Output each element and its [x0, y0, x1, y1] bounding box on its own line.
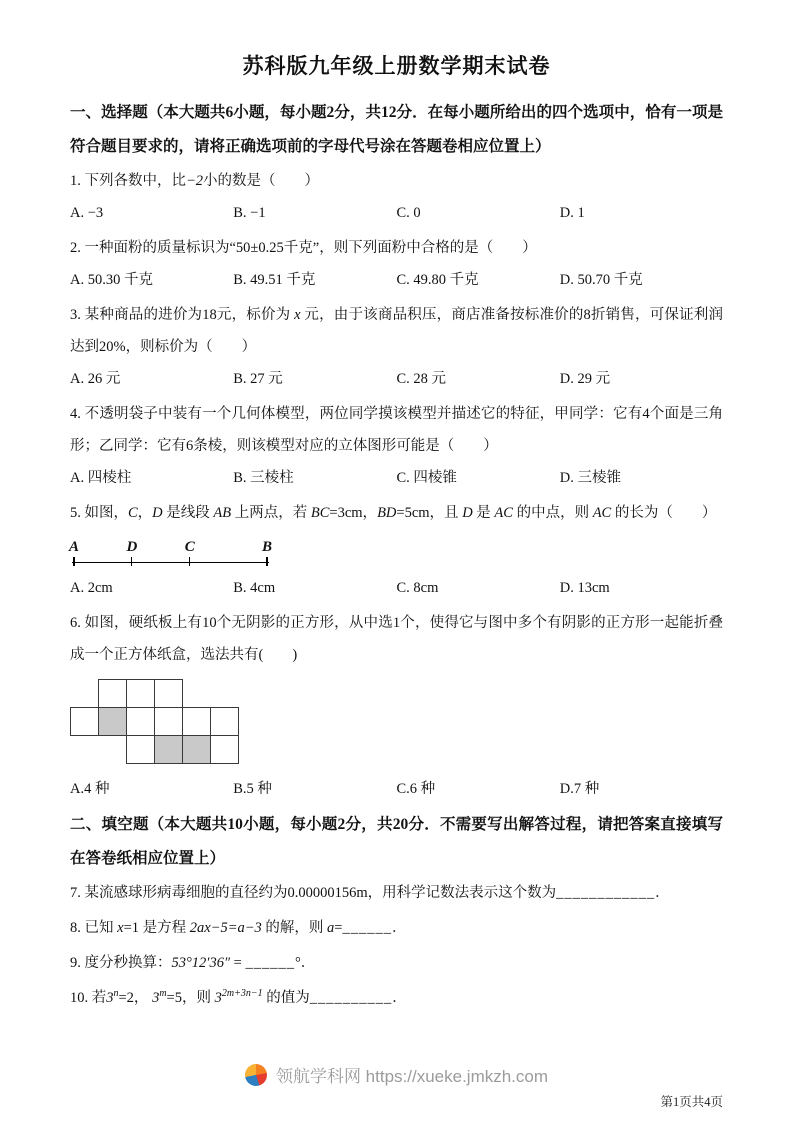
answer-blank: ______ [342, 920, 392, 936]
math-text: m [159, 988, 167, 1000]
question-6-stem [70, 607, 723, 671]
stem-text: =5cm，且 [396, 505, 463, 521]
segment-point-tick [266, 557, 268, 566]
question-1-option-b: B. −1 [233, 205, 266, 221]
question-3-stem [70, 299, 723, 363]
question-3-options [70, 363, 723, 395]
site-link[interactable]: 领航学科网 https://xueke.jmkzh.com [275, 1067, 549, 1086]
net-cell [126, 679, 155, 708]
question-6 [70, 607, 723, 805]
question-1-stem [70, 165, 723, 197]
question-5-option-d: D. 13cm [559, 580, 610, 596]
stem-text: 3. 某种商品的进价为18元，标价为 [70, 307, 295, 323]
math-text: 2m+3n−1 [221, 988, 263, 1000]
q5-figure [68, 532, 273, 570]
math-text: 3 [214, 990, 222, 1006]
stem-text: ． [391, 920, 407, 936]
stem-text: 7. 某流感球形病毒细胞的直径约为0.00000156m，用科学记数法表示这个数为 [70, 885, 557, 901]
math-text: 53°12′36″ [171, 955, 231, 971]
answer-blank: __________ [309, 990, 393, 1006]
segment-point-label: B [261, 539, 273, 555]
question-1-option-a: A. −3 [70, 205, 104, 221]
stem-text: ． [392, 990, 407, 1006]
net-cell [210, 735, 239, 764]
question-2 [70, 232, 723, 296]
question-6-option-d: D.7 种 [559, 781, 600, 797]
question-8-stem [70, 912, 723, 944]
answer-blank: ______ [245, 955, 295, 971]
net-cell [154, 679, 183, 708]
question-6-options [70, 773, 723, 805]
math-text: AB [213, 505, 232, 521]
question-8 [70, 912, 723, 944]
question-1-option-c: C. 0 [396, 205, 421, 221]
question-2-option-b: B. 49.51 千克 [233, 272, 316, 288]
math-text: AC [494, 505, 513, 521]
stem-text: 9. 度分秒换算： [70, 955, 172, 971]
stem-text: 上两点，若 [231, 505, 311, 521]
stem-text: = [230, 955, 246, 971]
segment-point-tick [131, 557, 133, 566]
question-4-option-b: B. 三棱柱 [233, 470, 294, 486]
question-5 [70, 497, 723, 604]
question-3-option-d: D. 29 元 [559, 371, 611, 387]
segment-point-label: C [184, 539, 195, 555]
stem-text: 6. 如图，硬纸板上有10个无阴影的正方形，从中选1个，使得它与图中多个有阴影的正方形一起能折叠成一个正方体纸盒，选法共有( ) [70, 615, 723, 663]
math-text: AC [592, 505, 612, 521]
stem-text: =2， [118, 990, 153, 1006]
question-4-options [70, 462, 723, 494]
net-cell [98, 679, 127, 708]
net-cell [126, 735, 155, 764]
stem-text: 的值为 [262, 990, 310, 1006]
stem-text: = [334, 920, 343, 936]
question-6-option-b: B.5 种 [233, 781, 272, 797]
site-logo-icon [245, 1064, 267, 1086]
question-7-stem [70, 877, 723, 909]
page-number: 第1页共4页 [660, 1095, 723, 1109]
stem-text: °． [294, 955, 316, 971]
stem-text: 的长为（ ） [611, 505, 717, 521]
section-1-header: 一、选择题（本大题共6小题，每小题2分，共12分．在每小题所给出的四个选项中，恰有一项是符合题目要求的，请将正确选项前的字母代号涂在答题卷相应位置上） [70, 104, 723, 155]
stem-text: ， [137, 505, 153, 521]
segment-point-label: A [68, 539, 80, 555]
math-text: D [462, 505, 473, 521]
question-7 [70, 877, 723, 909]
question-10 [70, 982, 723, 1014]
math-text: 3 [106, 990, 114, 1006]
section-2-header: 二、填空题（本大题共10小题，每小题2分，共20分．不需要写出解答过程，请把答案直接填写在答卷纸相应位置上） [70, 816, 723, 867]
question-5-option-a: A. 2cm [70, 580, 113, 596]
stem-text: ． [655, 885, 670, 901]
math-text: D [152, 505, 163, 521]
question-3-option-c: C. 28 元 [396, 371, 447, 387]
question-5-option-b: B. 4cm [233, 580, 276, 596]
math-text: a [327, 920, 335, 936]
math-text: 3 [152, 990, 160, 1006]
question-2-option-a: A. 50.30 千克 [70, 272, 153, 288]
math-text: x [294, 307, 301, 323]
q6-figure [70, 679, 268, 765]
stem-text: 小的数是（ ） [203, 173, 320, 189]
question-6-option-c: C.6 种 [396, 781, 436, 797]
question-9-stem [70, 947, 723, 979]
stem-text: 的解，则 [261, 920, 328, 936]
stem-text: 是线段 [162, 505, 214, 521]
net-cell [154, 707, 183, 736]
stem-text: =1 是方程 [123, 920, 190, 936]
question-3-option-a: A. 26 元 [70, 371, 121, 387]
question-9 [70, 947, 723, 979]
stem-text: 10. 若 [70, 990, 107, 1006]
net-cell [126, 707, 155, 736]
question-1-option-d: D. 1 [559, 205, 585, 221]
question-4-stem [70, 398, 723, 462]
math-text: 2ax−5=a−3 [189, 920, 262, 936]
question-1 [70, 165, 723, 229]
answer-blank: ____________ [556, 885, 656, 901]
question-2-option-d: D. 50.70 千克 [559, 272, 643, 288]
question-6-option-a: A.4 种 [70, 781, 110, 797]
page-footer [0, 1062, 793, 1087]
math-text: BC [310, 505, 330, 521]
stem-text: 的中点，则 [512, 505, 593, 521]
question-5-stem [70, 497, 723, 529]
stem-text: 1. 下列各数中，比 [70, 173, 186, 189]
net-cell [70, 707, 99, 736]
segment-point-label: D [126, 539, 138, 555]
stem-text: 元，由于该商品积压，商店准备按标准价的8折销售，可保证利润达到20%，则标价为（ ） [70, 307, 723, 355]
question-2-stem [70, 232, 723, 264]
math-text: BD [377, 505, 397, 521]
question-3 [70, 299, 723, 395]
stem-text: 是 [472, 505, 495, 521]
segment-point-tick [189, 557, 191, 566]
question-10-stem [70, 982, 723, 1014]
net-cell-shaded [98, 707, 127, 736]
question-4-option-d: D. 三棱锥 [559, 470, 621, 486]
question-4-option-a: A. 四棱柱 [70, 470, 132, 486]
question-2-option-c: C. 49.80 千克 [396, 272, 479, 288]
segment-point-tick [73, 557, 75, 566]
stem-text: =3cm， [329, 505, 378, 521]
stem-text: 2. 一种面粉的质量标识为“50±0.25千克”，则下列面粉中合格的是（ ） [70, 240, 537, 256]
net-cell-shaded [154, 735, 183, 764]
math-text: −2 [186, 173, 204, 189]
math-text: n [113, 988, 119, 1000]
math-text: C [128, 505, 138, 521]
stem-text: 4. 不透明袋子中装有一个几何体模型，两位同学摸该模型并描述它的特征，甲同学：它有4个面是三角形；乙同学：它有6条棱，则该模型对应的立体图形可能是（ ） [70, 406, 723, 454]
net-cell [182, 707, 211, 736]
question-1-options [70, 197, 723, 229]
net-cell [210, 707, 239, 736]
segment-line [72, 562, 269, 563]
math-text: x [117, 920, 124, 936]
page-title: 苏科版九年级上册数学期末试卷 [242, 54, 551, 78]
question-5-options [70, 572, 723, 604]
stem-text: 8. 已知 [70, 920, 118, 936]
question-5-option-c: C. 8cm [396, 580, 439, 596]
question-2-options [70, 264, 723, 296]
net-cell-shaded [182, 735, 211, 764]
question-4-option-c: C. 四棱锥 [396, 470, 457, 486]
stem-text: =5，则 [166, 990, 215, 1006]
question-3-option-b: B. 27 元 [233, 371, 283, 387]
question-4 [70, 398, 723, 494]
stem-text: 5. 如图， [70, 505, 128, 521]
